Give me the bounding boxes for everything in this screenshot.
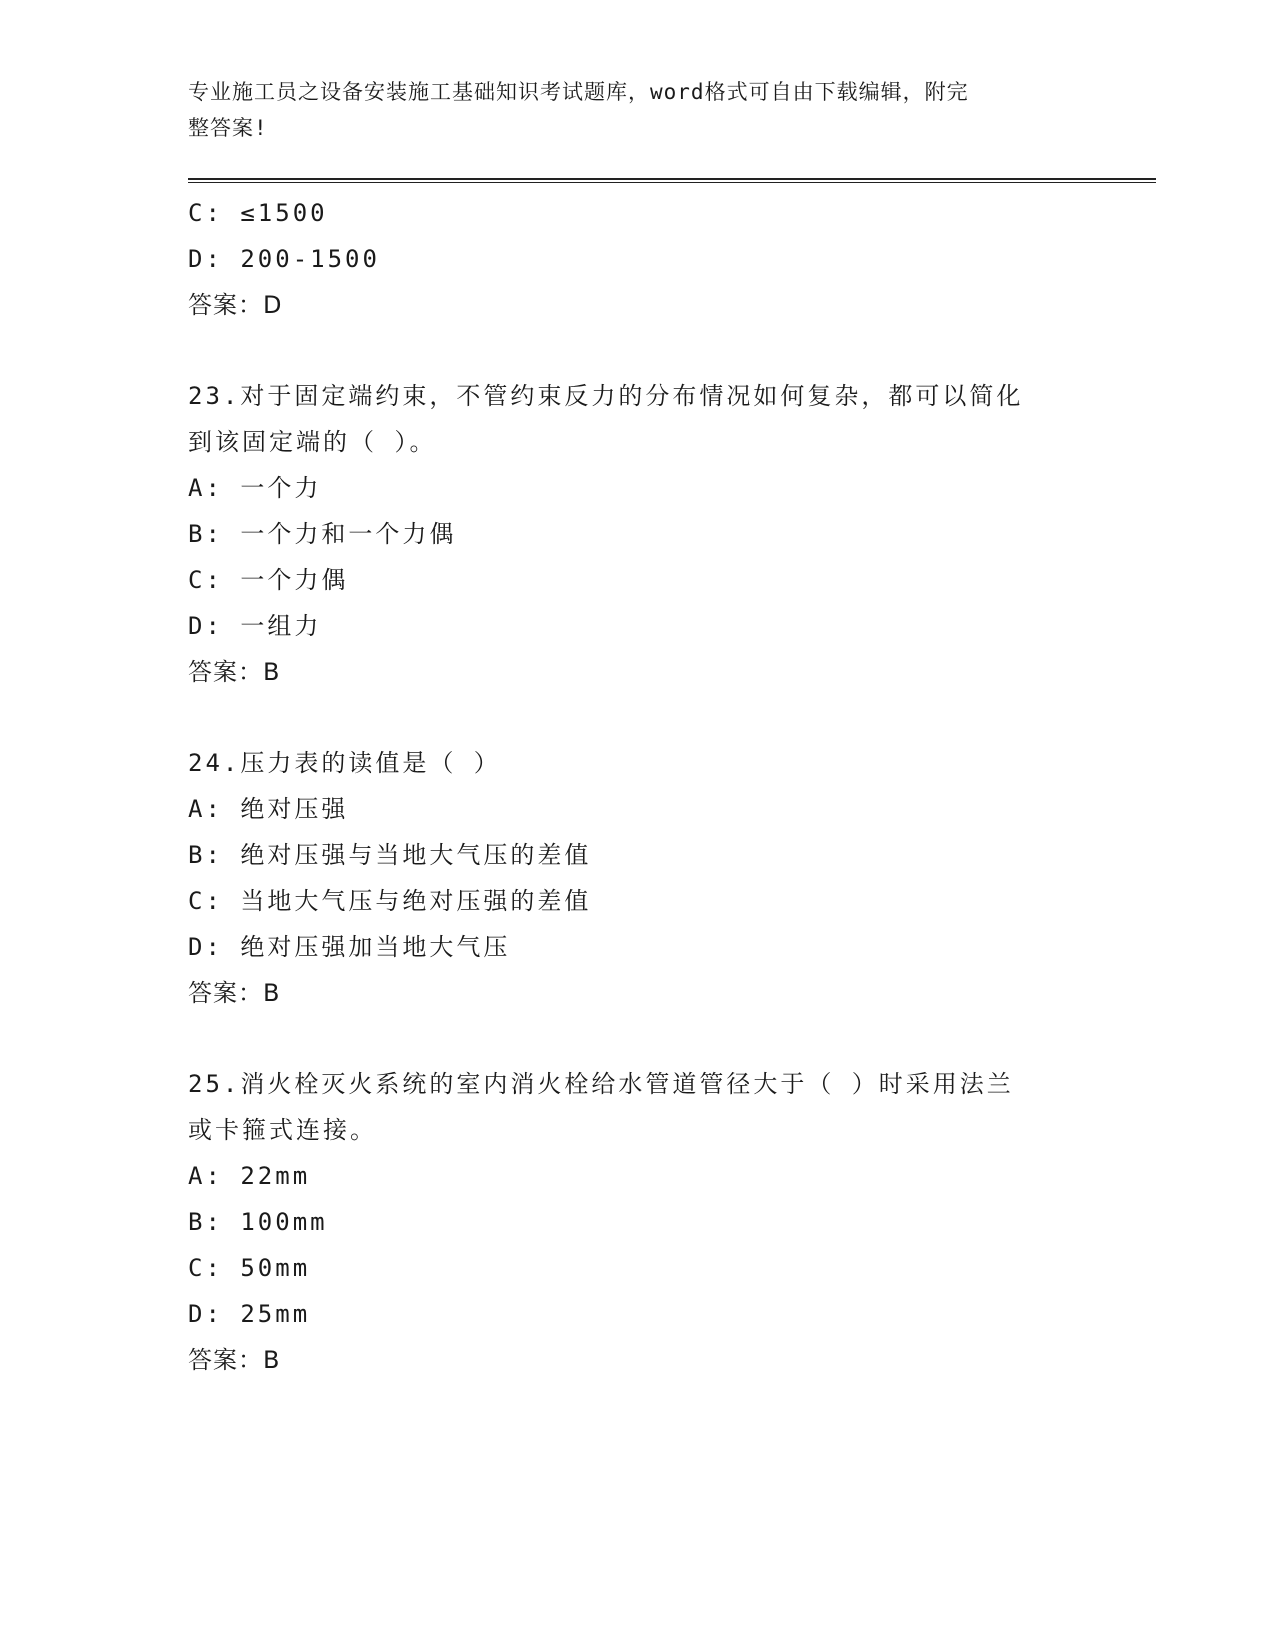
option-a: A: 绝对压强 [188,795,349,823]
option-a: A: 一个力 [188,474,322,502]
question-24 [188,740,1088,1016]
option-d: D: 绝对压强加当地大气压 [188,933,511,961]
option-c: C: 50mm [188,1254,311,1282]
answer-label: 答案：D [188,291,283,319]
question-text-line: 25.消火栓灭火系统的室内消火栓给水管道管径大于（ ）时采用法兰 [188,1070,1014,1098]
question-22-tail [188,190,1088,328]
question-25 [188,1061,1088,1383]
spacer [188,1016,1088,1061]
option-b: B: 100mm [188,1208,328,1236]
question-text-line: 或卡箍式连接。 [188,1116,377,1144]
option-a: A: 22mm [188,1162,311,1190]
header-line-1: 专业施工员之设备安装施工基础知识考试题库，word格式可自由下载编辑，附完 [188,80,969,104]
option-d: D: 200-1500 [188,245,380,273]
header-line-2: 整答案! [188,116,268,140]
header-divider [188,178,1156,183]
answer-label: 答案：B [188,658,281,686]
page-header [188,74,1068,146]
option-b: B: 一个力和一个力偶 [188,520,457,548]
question-text-line: 23.对于固定端约束，不管约束反力的分布情况如何复杂，都可以简化 [188,382,1024,410]
option-d: D: 一组力 [188,612,322,640]
option-b: B: 绝对压强与当地大气压的差值 [188,841,592,869]
option-c: C: 当地大气压与绝对压强的差值 [188,887,592,915]
option-c: C: 一个力偶 [188,566,349,594]
option-c: C: ≤1500 [188,199,328,227]
spacer [188,328,1088,373]
question-23 [188,373,1088,695]
spacer [188,695,1088,740]
answer-label: 答案：B [188,1346,281,1374]
option-d: D: 25mm [188,1300,311,1328]
answer-label: 答案：B [188,979,281,1007]
question-text-line: 到该固定端的（ ）。 [188,428,437,456]
document-body [188,190,1088,1383]
question-text-line: 24.压力表的读值是（ ） [188,749,501,777]
